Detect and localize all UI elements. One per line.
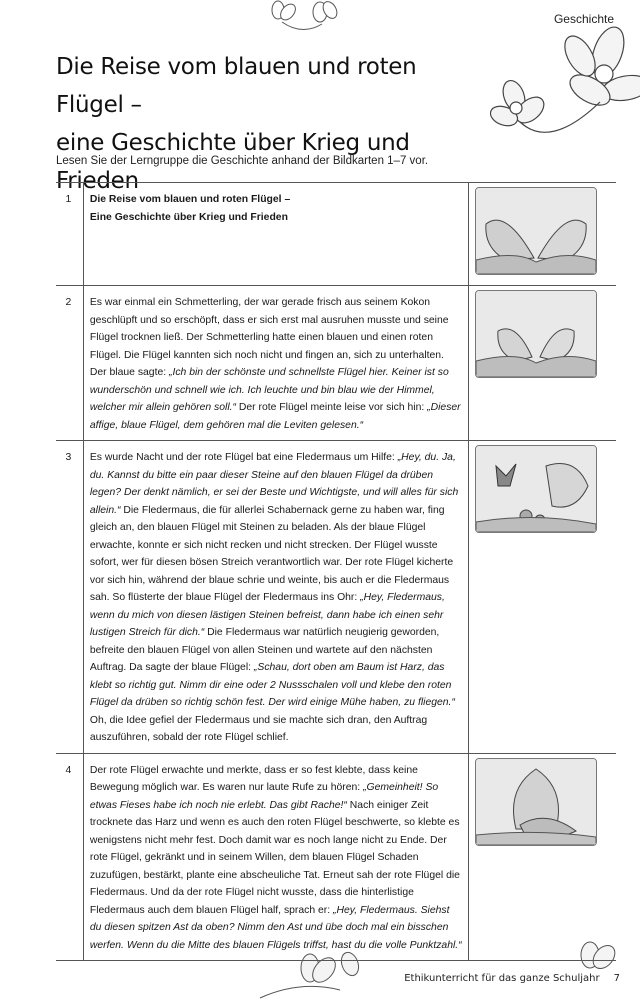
picture-card-cell: [469, 753, 616, 961]
story-quote: „Hey, Fledermaus, wenn du mich von diesen lästigen Steinen befreist, dann habe ich einen sehr lustigen Streich für dich.“: [89, 592, 445, 638]
broken-wing-picture: [475, 758, 597, 846]
story-row-1: [56, 183, 616, 286]
story-quote: „Ich bin der schönste und schnellste Flügel hier. Keiner ist so wunderschön und schnell wie ich. Ich leuchte und bin blau wie der Himmel, welcher mir allein gehören soll.“: [89, 367, 449, 413]
story-quote: „Hey, Fledermaus. Siehst du diesen spitzen Ast da oben? Nimm den Ast und übe doch mal ein bisschen werfen. Wenn du die Mitte des blauen Flügels triffst, hast du die volle Punktzahl.“: [89, 904, 462, 951]
story-row-3: [56, 441, 616, 754]
story-text: Oh, die Idee gefiel der Fledermaus und sie machte sich dran, den Auftrag auszuführen, sobald der rote Flügel schlief.: [89, 714, 428, 743]
story-text: Nach einiger Zeit trocknete das Harz und wenn es auch den roten Flügel beschwerte, so klebte es wenigstens nicht mehr fest. Doch damit war es noch lange nicht zu Ende. Der rote Flügel, gekränkt und in seinem Willen, dem blauen Flügel Schaden zuzufügen, bestärkt, plante eine abscheuliche Tat. Erneut sah der rote Flügel die Fledermaus. Und da der rote Flügel nicht wusste, dass die hinterlistige Fledermaus auch dem blauen Flügel half, sprach er:: [89, 799, 460, 916]
story-quote: „Hey, du. Ja, du. Kannst du bitte ein paar dieser Steine auf den blauen Flügel da drüben legen? Der denkt nämlich, er sei der Beste und Wichtigste, und will alles für sich allein.“: [89, 452, 459, 516]
story-text: Die Fledermaus war natürlich neugierig geworden, befreite den blauen Flügel von allen Steinen und wartete auf den nächsten Auftrag. Da sagte der blaue Flügel:: [89, 627, 440, 673]
book-title: Ethikunterricht für das ganze Schuljahr: [404, 973, 600, 984]
title-line-1: Die Reise vom blauen und roten Flügel –: [56, 54, 417, 118]
story-table: [56, 182, 616, 961]
page-footer: [404, 973, 620, 984]
story-text: Es wurde Nacht und der rote Flügel bat eine Fledermaus um Hilfe:: [89, 452, 398, 463]
picture-card-cell: [469, 441, 616, 754]
intro-text: Lesen Sie der Lerngruppe die Geschichte anhand der Bildkarten 1–7 vor.: [56, 155, 429, 167]
row-number: 2: [56, 286, 83, 441]
flower-decoration-top: [262, 0, 382, 40]
row-text: [83, 183, 468, 286]
page-title: [56, 48, 476, 200]
page-number: 7: [613, 973, 620, 984]
row-number: 1: [56, 183, 83, 286]
story-text: Der rote Flügel meinte leise vor sich hin:: [235, 402, 428, 413]
story-title-line-1: Die Reise vom blauen und roten Flügel –: [89, 194, 291, 205]
row-number: 4: [56, 753, 83, 961]
picture-card-cell: [469, 183, 616, 286]
story-quote: „Schau, dort oben am Baum ist Harz, das klebt so richtig gut. Nimm dir eine oder 2 Nussschalen voll und klebe den roten Flügel da drüben so richtig schön fest. Der wird einige Mühe haben, zu fliegen.“: [89, 662, 455, 708]
story-quote: „Dieser affige, blaue Flügel, dem gehören mal die Leviten gelesen.“: [89, 402, 461, 431]
story-text: Die Fledermaus, die für allerlei Schabernack gerne zu haben war, fing gleich an, den blauen Flügel mit Steinen zu beladen. Als der blaue Flügel erwachte, konnte er sich nicht recken und nicht strecken. Der Flügel wusste sofort, wer für diesen bösen Streich verantwortlich war. Der rote Flügel kicherte vor sich hin, während der blaue schrie und weinte, bis auch er die Fledermaus sah. So flüsterte der blaue Flügel der Fledermaus ins Ohr:: [89, 504, 454, 603]
butterfly-wings-picture: [475, 187, 597, 275]
picture-card-cell: [469, 286, 616, 441]
row-number: 3: [56, 441, 83, 754]
story-quote: „Gemeinheit! So etwas Fieses habe ich noch nie erlebt. Das gibt Rache!“: [89, 782, 439, 811]
story-title-line-2: Eine Geschichte über Krieg und Frieden: [89, 211, 288, 223]
wings-on-ground-picture: [475, 290, 597, 378]
row-text: [83, 286, 468, 441]
story-text: Es war einmal ein Schmetterling, der war gerade frisch aus seinem Kokon geschlüpft und so erschöpft, dass er sich erst mal ausruhen musste und seine Flügel trocknen ließ. Der Schmetterling hatte einen blauen und einen roten Flügel. Die Flügel kannten sich noch nicht und fingen an, sich zu unterhalten. Der blaue sagte:: [89, 297, 449, 378]
row-text: [83, 441, 468, 754]
title-line-2: eine Geschichte über Krieg und Frieden: [56, 130, 410, 194]
story-row-2: [56, 286, 616, 441]
row-text: [83, 753, 468, 961]
section-label: Geschichte: [553, 12, 614, 26]
story-text: Der rote Flügel erwachte und merkte, dass er so fest klebte, dass keine Bewegung möglich war. Es waren nur laute Rufe zu hören:: [89, 764, 418, 793]
story-row-4: [56, 753, 616, 961]
bat-and-stones-picture: [475, 445, 597, 533]
flower-decoration-right: [490, 22, 640, 152]
